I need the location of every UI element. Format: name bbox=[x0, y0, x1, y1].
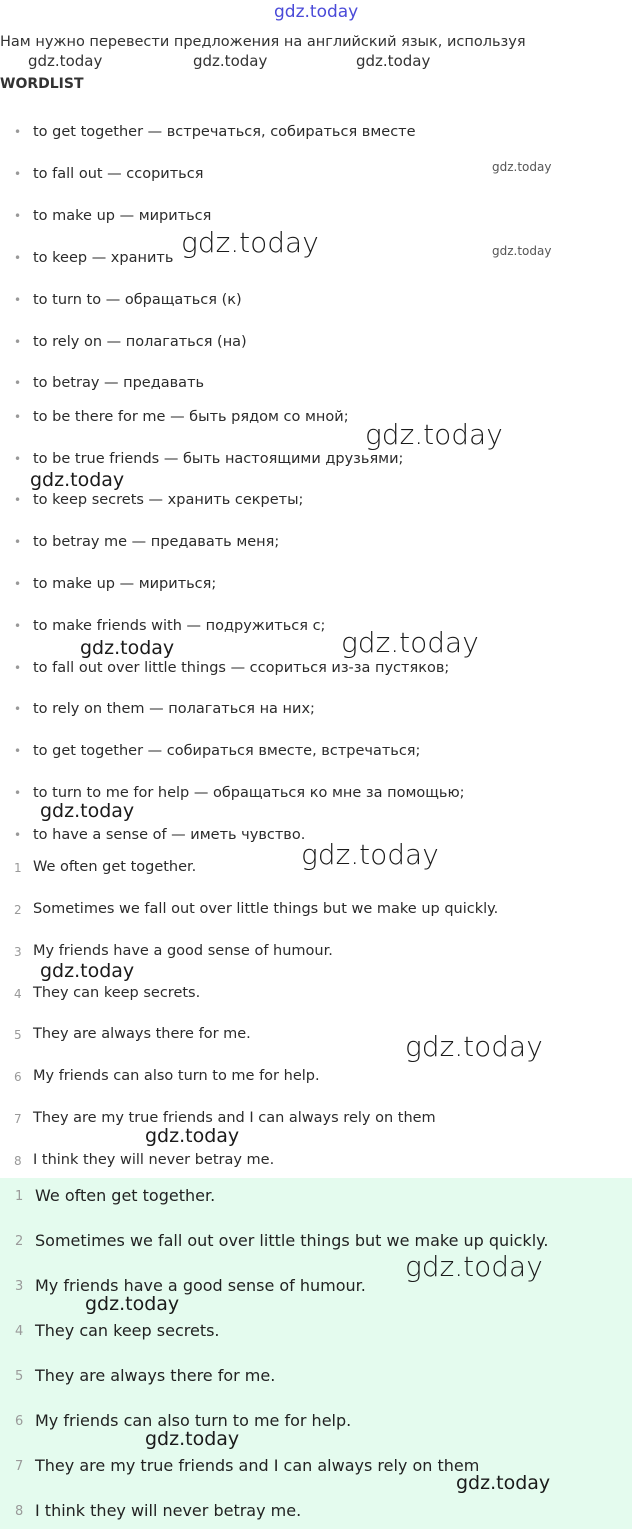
answer-number: 2 bbox=[15, 1234, 24, 1249]
bullet: • bbox=[14, 167, 22, 181]
bullet: • bbox=[14, 209, 22, 223]
answer-number: 6 bbox=[15, 1414, 24, 1429]
sentence: They can keep secrets. bbox=[33, 985, 201, 1001]
answer-sentence: We often get together. bbox=[35, 1186, 216, 1205]
bullet: • bbox=[14, 744, 22, 758]
bullet: • bbox=[14, 410, 22, 424]
sentence-number: 8 bbox=[14, 1154, 22, 1168]
watermark: gdz.today bbox=[85, 1293, 180, 1315]
wordlist-item: to turn to — обращаться (к) bbox=[33, 292, 242, 308]
sentence-number: 2 bbox=[14, 903, 22, 917]
bullet: • bbox=[14, 251, 22, 265]
wordlist-title: WORDLIST bbox=[0, 76, 84, 92]
answer-number: 3 bbox=[15, 1279, 24, 1294]
sentence-number: 7 bbox=[14, 1112, 22, 1126]
answer-sentence: My friends have a good sense of humour. bbox=[35, 1276, 366, 1295]
bullet: • bbox=[14, 493, 22, 507]
sentence: They are my true friends and I can always rely on them bbox=[33, 1110, 436, 1126]
bullet: • bbox=[14, 661, 22, 675]
bullet: • bbox=[14, 786, 22, 800]
wordlist-item: to be there for me — быть рядом со мной; bbox=[33, 409, 349, 425]
wordlist-item: to make up — мириться; bbox=[33, 576, 217, 592]
bullet: • bbox=[14, 293, 22, 307]
wordlist-item: to rely on them — полагаться на них; bbox=[33, 701, 315, 717]
watermark: gdz.today bbox=[456, 1472, 551, 1494]
bullet: • bbox=[14, 702, 22, 716]
answer-number: 1 bbox=[15, 1189, 24, 1204]
wordlist-item: to be true friends — быть настоящими друзьями; bbox=[33, 451, 404, 467]
sentence: We often get together. bbox=[33, 859, 197, 875]
watermark: gdz.today bbox=[80, 637, 175, 659]
wordlist-item: to keep secrets — хранить секреты; bbox=[33, 492, 304, 508]
answer-sentence: My friends can also turn to me for help. bbox=[35, 1411, 352, 1430]
watermark: gdz.today bbox=[356, 52, 431, 70]
bullet: • bbox=[14, 828, 22, 842]
site-logo[interactable]: gdz.today bbox=[274, 2, 359, 22]
bullet: • bbox=[14, 125, 22, 139]
watermark: gdz.today bbox=[341, 626, 479, 659]
watermark: gdz.today bbox=[28, 52, 103, 70]
watermark: gdz.today bbox=[492, 244, 552, 258]
answer-sentence: They are my true friends and I can always rely on them bbox=[35, 1456, 480, 1475]
sentence: I think they will never betray me. bbox=[33, 1152, 275, 1168]
answer-sentence: They can keep secrets. bbox=[35, 1321, 220, 1340]
bullet: • bbox=[14, 452, 22, 466]
watermark: gdz.today bbox=[40, 960, 135, 982]
watermark: gdz.today bbox=[405, 1250, 543, 1283]
wordlist-item: to have a sense of — иметь чувство. bbox=[33, 827, 306, 843]
watermark: gdz.today bbox=[30, 469, 125, 491]
watermark: gdz.today bbox=[145, 1125, 240, 1147]
bullet: • bbox=[14, 535, 22, 549]
bullet: • bbox=[14, 335, 22, 349]
bullet: • bbox=[14, 619, 22, 633]
bullet: • bbox=[14, 376, 22, 390]
wordlist-item: to turn to me for help — обращаться ко мне за помощью; bbox=[33, 785, 465, 801]
answer-number: 5 bbox=[15, 1369, 24, 1384]
sentence: My friends have a good sense of humour. bbox=[33, 943, 333, 959]
wordlist-item: to fall out over little things — ссориться из-за пустяков; bbox=[33, 660, 450, 676]
sentence: Sometimes we fall out over little things but we make up quickly. bbox=[33, 901, 499, 917]
watermark: gdz.today bbox=[145, 1428, 240, 1450]
answer-number: 4 bbox=[15, 1324, 24, 1339]
wordlist-item: to make friends with — подружиться с; bbox=[33, 618, 326, 634]
sentence: They are always there for me. bbox=[33, 1026, 251, 1042]
bullet: • bbox=[14, 577, 22, 591]
sentence-number: 1 bbox=[14, 861, 22, 875]
sentence-number: 6 bbox=[14, 1070, 22, 1084]
wordlist-item: to betray — предавать bbox=[33, 375, 205, 391]
watermark: gdz.today bbox=[301, 838, 439, 871]
wordlist-item: to get together — встречаться, собираться вместе bbox=[33, 124, 416, 140]
wordlist-item: to rely on — полагаться (на) bbox=[33, 334, 247, 350]
answer-number: 8 bbox=[15, 1504, 24, 1519]
watermark: gdz.today bbox=[181, 226, 319, 259]
sentence: My friends can also turn to me for help. bbox=[33, 1068, 320, 1084]
answer-sentence: They are always there for me. bbox=[35, 1366, 276, 1385]
watermark: gdz.today bbox=[492, 160, 552, 174]
sentence-number: 4 bbox=[14, 987, 22, 1001]
wordlist-item: to fall out — ссориться bbox=[33, 166, 204, 182]
sentence-number: 5 bbox=[14, 1028, 22, 1042]
wordlist-item: to betray me — предавать меня; bbox=[33, 534, 280, 550]
watermark: gdz.today bbox=[365, 418, 503, 451]
watermark: gdz.today bbox=[405, 1030, 543, 1063]
answer-sentence: Sometimes we fall out over little things but we make up quickly. bbox=[35, 1231, 549, 1250]
watermark: gdz.today bbox=[193, 52, 268, 70]
intro-text: Нам нужно перевести предложения на английский язык, используя bbox=[0, 34, 526, 50]
answer-sentence: I think they will never betray me. bbox=[35, 1501, 302, 1520]
wordlist-item: to make up — мириться bbox=[33, 208, 212, 224]
sentence-number: 3 bbox=[14, 945, 22, 959]
wordlist-item: to get together — собираться вместе, встречаться; bbox=[33, 743, 421, 759]
watermark: gdz.today bbox=[40, 800, 135, 822]
wordlist-item: to keep — хранить bbox=[33, 250, 174, 266]
answer-number: 7 bbox=[15, 1459, 24, 1474]
